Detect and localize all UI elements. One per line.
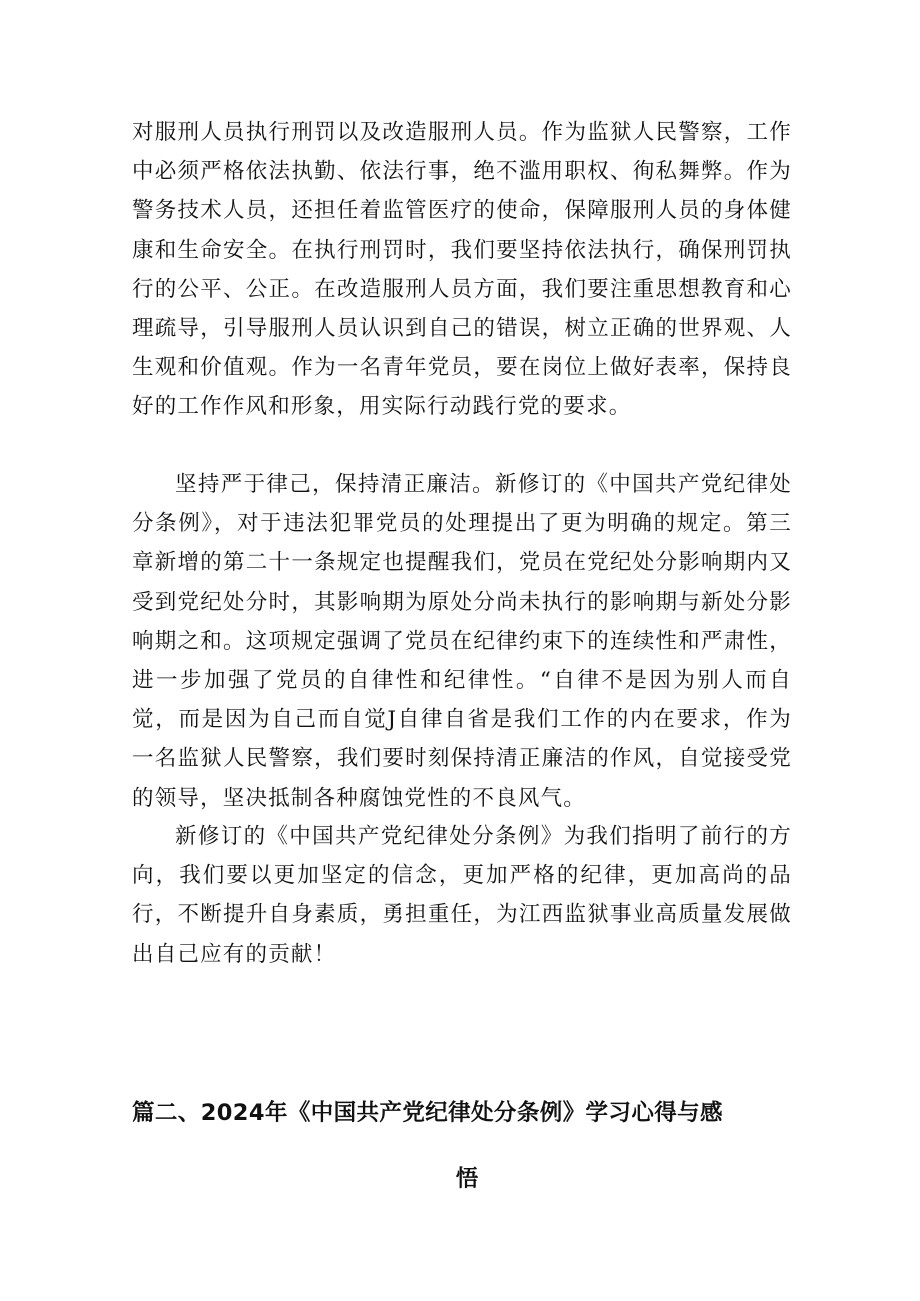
paragraph-1: 对服刑人员执行刑罚以及改造服刑人员。作为监狱人民警察，工作中必须严格依法执勤、依法行事，绝不滥用职权、徇私舞弊。作为警务技术人员，还担任着监管医疗的使命，保障服刑人员的身体健康和生命安全。在执行刑罚时，我们要坚持依法执行，确保刑罚执行的公平、公正。在改造服刑人员方面，我们要注重思想教育和心理疏导，引导服刑人员认识到自己的错误，树立正确的世界观、人生观和价值观。作为一名青年党员，要在岗位上做好表率，保持良好的工作作风和形象，用实际行动践行党的要求。 [132,120,792,420]
section-heading-line-1: 篇二、2024年《中国共产党纪律处分条例》学习心得与感 [132,1100,723,1126]
section-heading-line-2: 悟 [455,1166,479,1192]
paragraph-2: 坚持严于律己，保持清正廉洁。新修订的《中国共产党纪律处分条例》，对于违法犯罪党员的处理提出了更为明确的规定。第三章新增的第二十一条规定也提醒我们，党员在党纪处分影响期内又受到党纪处分时，其影响期为原处分尚未执行的影响期与新处分影响期之和。这项规定强调了党员在纪律约束下的连续性和严肃性，进一步加强了党员的自律性和纪律性。“自律不是因为别人而自觉，而是因为自己而自觉J自律自省是我们工作的内在要求，作为一名监狱人民警察，我们要时刻保持清正廉洁的作风，自觉接受党的领导，坚决抵制各种腐蚀党性的不良风气。 [132,472,792,811]
paragraph-3: 新修订的《中国共产党纪律处分条例》为我们指明了前行的方向，我们要以更加坚定的信念，更加严格的纪律，更加高尚的品行，不断提升自身素质，勇担重任，为江西监狱事业高质量发展做出自己应有的贡献！ [132,824,792,967]
section-heading [132,1080,792,1212]
